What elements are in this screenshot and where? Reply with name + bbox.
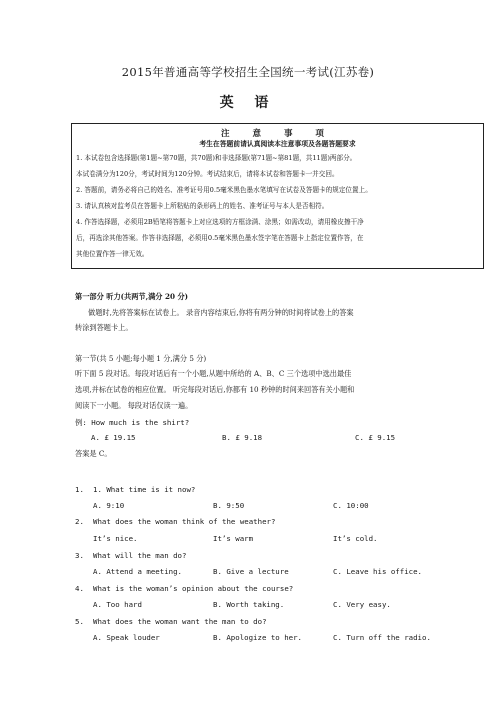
part1-intro-line: 做题时,先将答案标在试卷上。 录音内容结束后,你将有两分钟的时间将试卷上的答案 (88, 308, 354, 317)
question-number: 4. (75, 584, 84, 593)
question-text: What will the man do? (93, 551, 187, 560)
option-b: B. Give a lecture (213, 567, 289, 576)
section1-title: 第一节(共 5 小题;每小题 1 分,满分 5 分) (75, 354, 207, 363)
option-a: A. Too hard (93, 600, 142, 609)
option-c: C. Very easy. (333, 600, 391, 609)
notice-line: 3. 请认真核对监考员在答题卡上所粘贴的条形码上的姓名、准考证号与本人是否相符。 (76, 202, 329, 210)
option-a: A. Speak louder (93, 633, 160, 642)
option-a: It’s nice. (93, 534, 138, 543)
option-b: B. Worth taking. (213, 600, 285, 609)
question-number: 2. (75, 517, 84, 526)
option-a: A. Attend a meeting. (93, 567, 182, 576)
notice-line: 2. 答题前，请务必将自己的姓名、准考证号用0.5毫米黑色墨水笔填写在试卷及答题卡的规定位置上。 (76, 186, 372, 194)
notice-title: 注 意 事 项 (221, 129, 334, 139)
option-b: It’s warm (213, 534, 254, 543)
question-text: 1. What time is it now? (93, 485, 196, 494)
notice-box (71, 123, 484, 269)
example-question: 例: How much is the shirt? (75, 418, 190, 427)
example-option-c: C. £ 9.15 (355, 433, 396, 442)
question-text: What does the woman think of the weather? (93, 517, 276, 526)
part1-title: 第一部分 听力(共两节,满分 20 分) (75, 292, 189, 301)
notice-subtitle: 考生在答题前请认真阅读本注意事项及各题答题要求 (199, 140, 356, 148)
notice-line: 其他位置作答一律无效。 (76, 250, 149, 258)
option-c: C. Leave his office. (333, 567, 422, 576)
section1-instruction: 选项,并标在试卷的相应位置。 听完每段对话后,你都有 10 秒钟的时间来回答有关小题和 (75, 385, 355, 394)
option-a: A. 9:10 (93, 501, 125, 510)
question-text: What is the woman’s opinion about the course? (93, 584, 294, 593)
question-number: 5. (75, 617, 84, 626)
example-answer: 答案是 C。 (75, 449, 112, 458)
option-c: C. 10:00 (333, 501, 369, 510)
option-b: B. Apologize to her. (213, 633, 302, 642)
option-b: B. 9:50 (213, 501, 245, 510)
section1-instruction: 听下面 5 段对话。每段对话后有一个小题,从题中所给的 A、B、C 三个选项中选出最佳 (75, 369, 352, 378)
example-option-b: B. £ 9.18 (222, 433, 263, 442)
option-c: It’s cold. (333, 534, 378, 543)
subject-title: 英 语 (219, 95, 277, 111)
question-text: What does the woman want the man to do? (93, 617, 267, 626)
question-number: 3. (75, 551, 84, 560)
notice-line: 1. 本试卷包含选择题(第1题~第70题，共70题)和非选择题(第71题~第81题，共11题)两部分。 (76, 154, 357, 162)
notice-line: 后，再选涂其他答案。作答非选择题，必须用0.5毫米黑色墨水签字笔在答题卡上指定位置作答，在 (76, 234, 364, 242)
question-number: 1. (75, 485, 84, 494)
part1-intro-line: 转涂到答题卡上。 (75, 323, 133, 332)
exam-title: 2015年普通高等学校招生全国统一考试(江苏卷) (121, 65, 375, 79)
section1-instruction: 阅读下一小题。 每段对话仅读一遍。 (75, 401, 193, 410)
option-c: C. Turn off the radio. (333, 633, 431, 642)
example-option-a: A. £ 19.15 (91, 433, 136, 442)
notice-line: 本试卷满分为120分，考试时间为120分钟。考试结束后，请将本试卷和答题卡一并交回。 (76, 170, 339, 178)
notice-line: 4. 作答选择题，必须用2B铅笔将答题卡上对应选项的方框涂满、涂黑；如需改动，请用橡皮擦干净 (76, 218, 364, 226)
